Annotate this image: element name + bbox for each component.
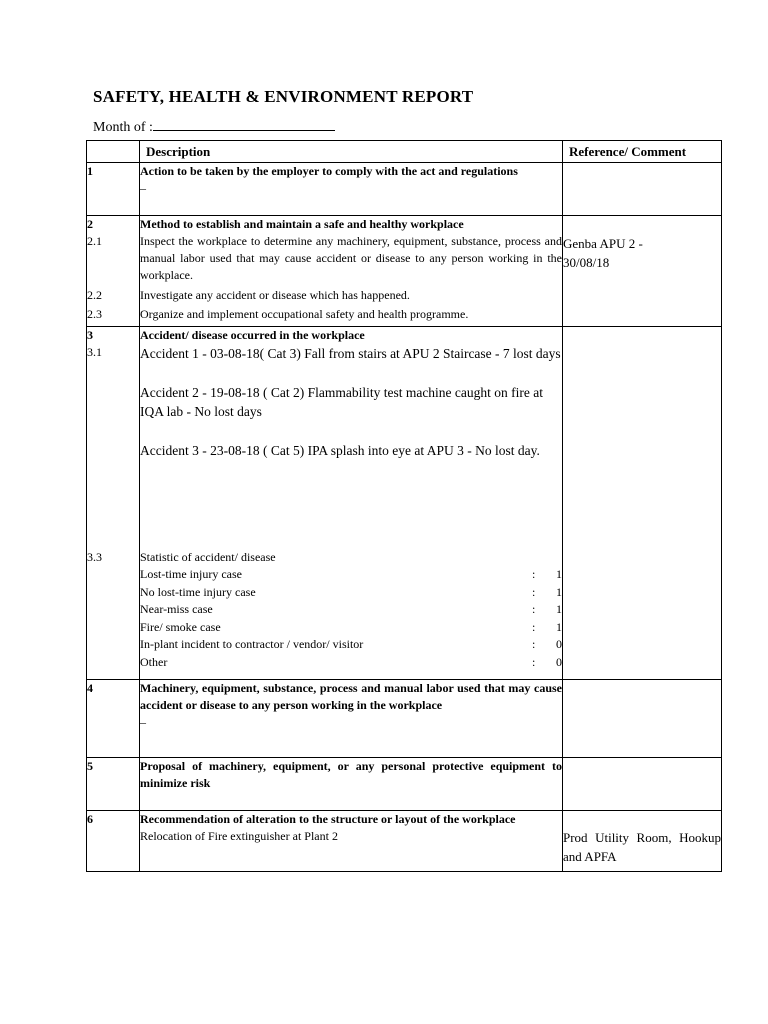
statistic-colon: : [532,637,536,651]
section-3-row [87,327,722,680]
month-field [93,117,335,136]
item-3-1-number: 3.1 [87,345,102,359]
accident-item: Accident 1 - 03-08-18( Cat 3) Fall from stairs at APU 2 Staircase - 7 lost days [140,346,561,361]
header-reference: Reference/ Comment [563,141,722,163]
report-title: SAFETY, HEALTH & ENVIRONMENT REPORT [93,87,474,106]
section-2-row [87,216,722,327]
section-5-number: 5 [87,758,140,811]
section-4-description [140,680,563,758]
section-6-reference [563,811,722,872]
accident-item: Accident 3 - 23-08-18 ( Cat 5) IPA splash into eye at APU 3 - No lost day. [140,442,540,458]
section-3-description [140,327,563,680]
section-1-heading: Action to be taken by the employer to comply with the act and regulations [140,164,518,178]
section-2-heading: Method to establish and maintain a safe and healthy workplace [140,217,464,231]
section-5-description [140,758,563,811]
section-2-reference [563,216,722,327]
section-6-row [87,811,722,872]
statistic-value: 1 [556,619,562,634]
statistic-label: No lost-time injury case [140,584,256,599]
item-2-3-text: Organize and implement occupational safety and health programme. [140,307,469,321]
section-3-reference [563,327,722,680]
statistic-colon: : [532,584,536,599]
section-1-number: 1 [87,163,140,216]
statistic-label: In-plant incident to contractor / vendor/ visitor [140,637,364,651]
section-1-dash: – [140,181,146,195]
section-4-heading: Machinery, equipment, substance, process and manual labor used that may cause accident or disease to any person working in the workplace [140,681,562,712]
statistic-row [140,636,562,654]
section-2-number: 2 [87,217,93,231]
statistic-row [140,566,562,584]
header-number-cell [87,141,140,163]
section-5-heading: Proposal of machinery, equipment, or any personal protective equipment to minimize risk [140,759,562,790]
section-6-heading: Recommendation of alteration to the structure or layout of the workplace [140,812,516,826]
section-1-description [140,163,563,216]
statistic-label: Lost-time injury case [140,567,242,581]
statistic-row [140,619,562,637]
item-3-3-number: 3.3 [87,550,102,564]
section-6-reference-text: Prod Utility Room, Hookup and APFA [563,830,721,864]
item-2-3-number: 2.3 [87,307,102,321]
item-2-2-number: 2.2 [87,288,102,302]
section-3-numbers [87,327,140,680]
statistic-value: 0 [556,654,562,669]
section-3-number: 3 [87,328,93,342]
month-blank-line [153,117,335,131]
statistic-value: 1 [556,602,562,616]
item-2-1-number: 2.1 [87,234,102,248]
section-2-description [140,216,563,327]
header-description: Description [140,141,563,163]
table-header-row [87,141,722,163]
item-2-1-text: Inspect the workplace to determine any machinery, equipment, substance, process and manual labor used that may cause accident or disease to any person working in the workplace. [140,234,562,282]
statistic-colon: : [532,602,536,616]
section-4-row [87,680,722,758]
section-2-numbers [87,216,140,327]
statistic-label: Near-miss case [140,602,213,616]
statistic-row [140,601,562,619]
report-table [86,140,722,872]
statistic-label: Fire/ smoke case [140,619,221,634]
statistic-row [140,654,562,672]
section-6-description [140,811,563,872]
statistic-value: 1 [556,567,562,581]
statistics-title: Statistic of accident/ disease [140,550,276,564]
section-4-dash: – [140,715,146,729]
section-4-number: 4 [87,680,140,758]
statistic-colon: : [532,619,536,634]
section-6-number: 6 [87,811,140,872]
statistic-value: 0 [556,637,562,651]
statistic-colon: : [532,654,536,669]
statistic-value: 1 [556,584,562,599]
accident-list [140,344,562,549]
item-2-2-text: Investigate any accident or disease which has happened. [140,288,410,302]
section-5-row [87,758,722,811]
section-1-reference [563,163,722,216]
section-4-reference [563,680,722,758]
section-1-row [87,163,722,216]
statistic-label: Other [140,654,168,669]
section-2-reference-text: Genba APU 2 - 30/08/18 [563,236,643,270]
section-6-text: Relocation of Fire extinguisher at Plant 2 [140,829,338,843]
month-label: Month of : [93,120,153,135]
statistic-colon: : [532,567,536,581]
statistic-row [140,584,562,602]
accident-item: Accident 2 - 19-08-18 ( Cat 2) Flammability test machine caught on fire at IQA lab - No lost days [140,384,544,419]
section-5-reference [563,758,722,811]
section-3-heading: Accident/ disease occurred in the workplace [140,328,365,342]
